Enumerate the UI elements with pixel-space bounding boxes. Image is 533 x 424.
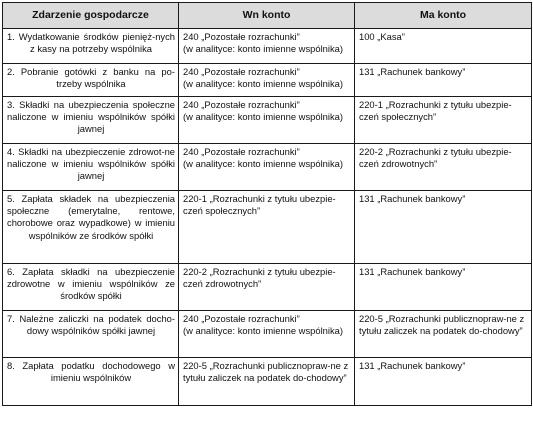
event-cell: 4. Składki na ubezpieczenie zdrowot-ne naliczone w imieniu wspólników spółki jawnej [3, 144, 179, 191]
wn-cell: 240 „Pozostałe rozrachunki” (w analityce: konto imienne wspólnika) [179, 311, 355, 358]
table-row [3, 29, 532, 64]
ma-cell: 131 „Rachunek bankowy” [355, 64, 532, 97]
wn-cell: 220-1 „Rozrachunki z tytułu ubezpie-czeń społecznych” [179, 191, 355, 264]
ma-cell: 220-2 „Rozrachunki z tytułu ubezpie-czeń zdrowotnych” [355, 144, 532, 191]
wn-cell: 240 „Pozostałe rozrachunki” (w analityce: konto imienne wspólnika) [179, 144, 355, 191]
ma-cell: 100 „Kasa” [355, 29, 532, 64]
ma-cell: 220-1 „Rozrachunki z tytułu ubezpie-czeń społecznych” [355, 97, 532, 144]
header-wn-account: Wn konto [179, 3, 355, 29]
table-row [3, 97, 532, 144]
wn-cell: 220-5 „Rozrachunki publicznopraw-ne z tytułu zaliczek na podatek do-chodowy” [179, 358, 355, 406]
table-row [3, 264, 532, 311]
header-event: Zdarzenie gospodarcze [3, 3, 179, 29]
wn-cell: 220-2 „Rozrachunki z tytułu ubezpie-czeń zdrowotnych” [179, 264, 355, 311]
ma-cell: 131 „Rachunek bankowy” [355, 191, 532, 264]
wn-cell: 240 „Pozostałe rozrachunki” (w analityce: konto imienne wspólnika) [179, 29, 355, 64]
event-cell: 6. Zapłata składki na ubezpieczenie zdrowotne w imieniu wspólników ze środków spółki [3, 264, 179, 311]
event-cell: 8. Zapłata podatku dochodowego w imieniu wspólników [3, 358, 179, 406]
header-ma-account: Ma konto [355, 3, 532, 29]
table-header-row [3, 3, 532, 29]
accounting-table-container [2, 2, 531, 422]
table-row [3, 311, 532, 358]
ma-cell: 220-5 „Rozrachunki publicznopraw-ne z tytułu zaliczek na podatek do-chodowy” [355, 311, 532, 358]
ma-cell: 131 „Rachunek bankowy” [355, 358, 532, 406]
event-cell: 3. Składki na ubezpieczenia społeczne naliczone w imieniu wspólników spółki jawnej [3, 97, 179, 144]
wn-cell: 240 „Pozostałe rozrachunki” (w analityce: konto imienne wspólnika) [179, 64, 355, 97]
event-cell: 7. Należne zaliczki na podatek docho-dowy wspólników spółki jawnej [3, 311, 179, 358]
accounting-entries-table [2, 2, 532, 406]
event-cell: 5. Zapłata składek na ubezpieczenia społeczne (emerytalne, rentowe, chorobowe oraz wypadkowe) w imieniu wspólników ze środków spółki [3, 191, 179, 264]
event-cell: 2. Pobranie gotówki z banku na po-trzeby wspólnika [3, 64, 179, 97]
table-row [3, 358, 532, 406]
table-row [3, 64, 532, 97]
table-row [3, 144, 532, 191]
wn-cell: 240 „Pozostałe rozrachunki” (w analityce: konto imienne wspólnika) [179, 97, 355, 144]
event-cell: 1. Wydatkowanie środków pienięż-nych z kasy na potrzeby wspólnika [3, 29, 179, 64]
table-row [3, 191, 532, 264]
ma-cell: 131 „Rachunek bankowy” [355, 264, 532, 311]
